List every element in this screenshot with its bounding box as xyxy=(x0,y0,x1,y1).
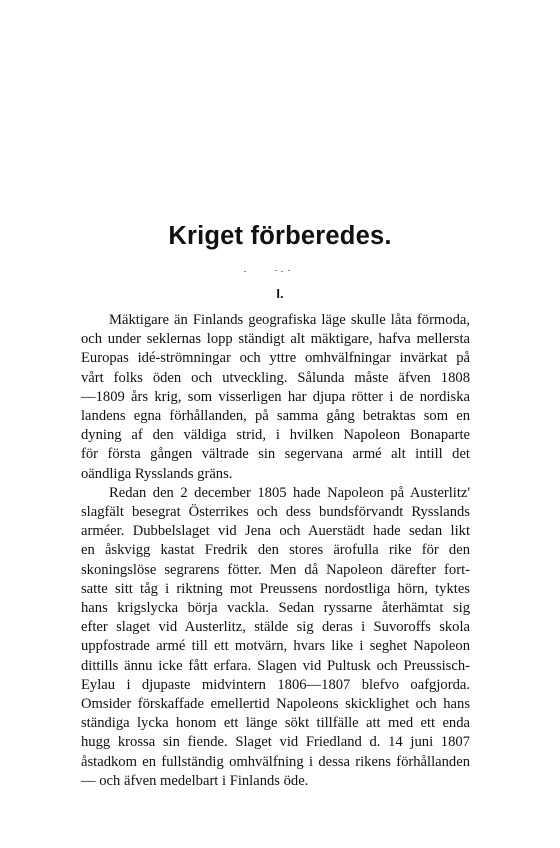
text-line: landens egna förhållanden, på samma gång betraktas som en xyxy=(81,408,470,425)
text-line: skoningslöse segrarens fötter. Men då Napoleon därefter fort- xyxy=(81,561,470,578)
text-line: vårt folks öden och utveckling. Sålunda måste äfven 1808 xyxy=(81,369,470,386)
text-line: Omsider förskaffade emellertid Napoleons skicklighet och hans xyxy=(81,696,470,713)
text-line: Redan den 2 december 1805 hade Napoleon på Austerlitz' xyxy=(109,484,470,501)
chapter-title: Kriget förberedes. xyxy=(168,222,392,250)
text-line: satte sitt tåg i riktning mot Preussens nordostliga hörn, tyktes xyxy=(81,580,470,597)
text-line: slagfält besegrat Österrikes och dess bundsförvandt Rysslands xyxy=(81,504,470,521)
text-line: uppfostrade armé till ett motvärn, hvars like i seghet Napoleon xyxy=(81,638,470,655)
text-line: —1809 års krig, som visserligen har djupa rötter i de nordiska xyxy=(81,388,470,405)
text-line: dyning af den väldiga strid, i hvilken Napoleon Bonaparte xyxy=(81,427,470,444)
text-line: arméer. Dubbelslaget vid Jena och Auerstädt hade sedan likt xyxy=(81,523,470,540)
text-line: Europas idé-strömningar och yttre omhvälfningar invärkat på xyxy=(81,350,470,367)
text-line: oändliga Rysslands gräns. xyxy=(81,465,233,482)
text-line: hans krigslycka börja vackla. Sedan ryssarne återhämtat sig xyxy=(81,600,470,617)
text-line: efter slaget vid Austerlitz, stälde sig deras i Suvoroffs skola xyxy=(81,619,470,636)
text-line: åstadkom en fullständig omhvälfning i dessa rikens förhållanden xyxy=(81,753,470,770)
body-text xyxy=(81,311,470,791)
text-line: en åskvigg kastat Fredrik den stores ärofulla rike för den xyxy=(81,542,470,559)
section-number: I. xyxy=(276,286,284,301)
text-line: för första gången vältrade sin segervana armé alt intill det xyxy=(81,446,470,463)
text-line: Eylau i djupaste midvintern 1806—1807 blefvo oafgjorda. xyxy=(81,676,470,693)
paragraph-2 xyxy=(81,484,470,791)
paragraph-1 xyxy=(81,311,470,484)
text-line: ständiga lycka honom ett länge sökt tillfälle att med ett enda xyxy=(81,715,470,732)
text-line: och under seklernas lopp ständigt alt mäktigare, hafva mellersta xyxy=(81,331,470,348)
text-line: hugg krossa sin fiende. Slaget vid Friedland d. 14 juni 1807 xyxy=(81,734,470,751)
text-line: Mäktigare än Finlands geografiska läge skulle låta förmoda, xyxy=(109,312,470,328)
text-line: — och äfven medelbart i Finlands öde. xyxy=(81,772,309,789)
text-line: dittills ännu icke fått erfara. Slagen vid Pultusk och Preussisch- xyxy=(81,657,470,674)
